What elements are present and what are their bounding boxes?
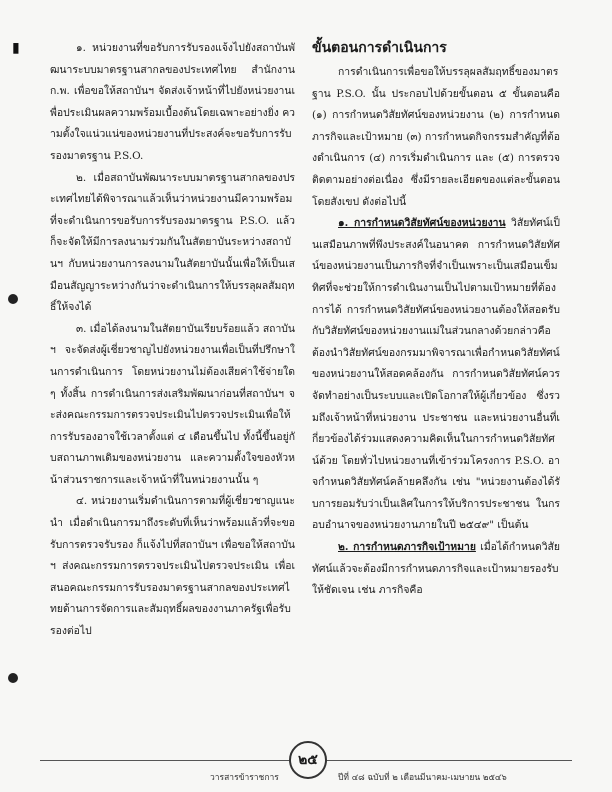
intro-paragraph: การดำเนินการเพื่อขอให้บรรลุผลสัมฤทธิ์ของมาตรฐาน P.S.O. นั้น ประกอบไปด้วยขั้นตอน ๕ ขั้นตอนคือ (๑) การกำหนดวิสัยทัศน์ของหน่วยงาน (๒) การกำหนดภารกิจและเป้าหมาย (๓) การกำหนดกิจกรรมสำคัญที่ต้องดำเนินการ (๔) การเริ่มดำเนินการ และ (๕) การตรวจติดตามอย่างต่อเนื่อง ซึ่งมีรายละเอียดของแต่ละขั้นตอนโดยสังเขป ดังต่อไปนี้ xyxy=(312,66,560,208)
item-2-heading: ๒. การกำหนดภารกิจเป้าหมาย xyxy=(338,541,476,554)
paragraph: ๓. เมื่อได้ลงนามในสัตยาบันเรียบร้อยแล้ว สถาบันฯ จะจัดส่งผู้เชี่ยวชาญไปยังหน่วยงานเพื่อเป็นที่ปรึกษาในการดำเนินการ โดยหน่วยงานไม่ต้องเสียค่าใช้จ่ายใด ๆ ทั้งสิ้น การดำเนินการส่งเสริมพัฒนาก่อนที่สถาบันฯ จะส่งคณะกรรมการตรวจประเมินไปตรวจประเมินเพื่อให้การรับรองอาจใช้เวลาตั้งแต่ ๔ เดือนขึ้นไป ทั้งนี้ขึ้นอยู่กับสถานภาพเดิมของหน่วยงาน และความตั้งใจของหัวหน้าส่วนราชการและเจ้าหน้าที่ในหน่วยงานนั้น ๆ xyxy=(50,322,295,486)
section-title: ขั้นตอนการดำเนินการ xyxy=(312,40,447,56)
journal-name: วารสารข้าราชการ xyxy=(210,773,279,783)
right-column xyxy=(312,38,560,602)
page-number: ๒๕ xyxy=(289,741,327,779)
left-column xyxy=(50,38,295,643)
binding-hole-mark xyxy=(8,294,18,304)
margin-ornament-icon: ▮ xyxy=(12,40,20,56)
item-2-body: เมื่อได้กำหนดวิสัยทัศน์แล้วจะต้องมีการกำหนดภารกิจและเป้าหมายรองรับให้ชัดเจน เช่น ภารกิจคือ xyxy=(312,541,560,597)
item-1-paragraph xyxy=(312,213,560,537)
binding-hole-mark xyxy=(8,673,18,683)
paragraph: ๒. เมื่อสถาบันพัฒนาระบบมาตรฐานสากลของประเทศไทยได้พิจารณาแล้วเห็นว่าหน่วยงานมีความพร้อมที่จะดำเนินการขอรับการรับรองมาตรฐาน P.S.O. แล้ว ก็จะจัดให้มีการลงนามร่วมกันในสัตยาบันระหว่างสถาบันฯ กับหน่วยงานการลงนามในสัตยาบันนั้นเพื่อให้เป็นเสมือนสัญญาระหว่างกันว่าจะดำเนินการให้บรรลุผลสัมฤทธิ์ให้จงได้ xyxy=(50,171,295,314)
issue-info: ปีที่ ๔๘ ฉบับที่ ๒ เดือนมีนาคม-เมษายน ๒๕๔๖ xyxy=(338,773,507,783)
item-1-body: วิสัยทัศน์เป็นเสมือนภาพที่พึงประสงค์ในอนาคต การกำหนดวิสัยทัศน์ของหน่วยงานเป็นภารกิจที่จำเป็นเพราะเป็นเสมือนเข็มทิศที่จะช่วยให้การดำเนินงานเป็นไปตามเป้าหมายที่ต้องการได้ การกำหนดวิสัยทัศน์ของหน่วยงานต้องให้สอดรับกับวิสัยทัศน์ของหน่วยงานแม่ในส่วนกลางด้วยกล่าวคือ ต้องนำวิสัยทัศน์ของกรมมาพิจารณาเพื่อกำหนดวิสัยทัศน์ของหน่วยงานให้สอดคล้องกัน การกำหนดวิสัยทัศน์ควรจัดทำอย่างเป็นระบบและเปิดโอกาสให้ผู้เกี่ยวข้อง ซึ่งรวมถึงเจ้าหน้าที่หน่วยงาน ประชาชน และหน่วยงานอื่นที่เกี่ยวข้องได้ร่วมแสดงความคิดเห็นในการกำหนดวิสัยทัศน์ด้วย โดยทั่วไปหน่วยงานที่เข้าร่วมโครงการ P.S.O. อาจกำหนดวิสัยทัศน์คล้ายคลึงกัน เช่น "หน่วยงานต้องได้รับการยอมรับว่าเป็นเลิศในการให้บริการประชาชน ในกรอบอำนาจของหน่วยงานภายในปี ๒๕๔๙" เป็นต้น xyxy=(312,217,560,532)
item-2-paragraph xyxy=(312,537,560,602)
paragraph: ๔. หน่วยงานเริ่มดำเนินการตามที่ผู้เชี่ยวชาญแนะนำ เมื่อดำเนินการมาถึงระดับที่เห็นว่าพร้อมแล้วที่จะขอรับการตรวจรับรอง ก็แจ้งไปที่สถาบันฯ เพื่อขอให้สถาบันฯ ส่งคณะกรรมการตรวจประเมินไปตรวจประเมิน เพื่อเสนอคณะกรรมการรับรองมาตรฐานสากลของประเทศไทยด้านการจัดการและสัมฤทธิ์ผลของงานภาครัฐเพื่อรับรองต่อไป xyxy=(50,495,295,638)
paragraph: ๑. หน่วยงานที่ขอรับการรับรองแจ้งไปยังสถาบันพัฒนาระบบมาตรฐานสากลของประเทศไทย สำนักงาน ก.พ. เพื่อขอให้สถาบันฯ จัดส่งเจ้าหน้าที่ไปยังหน่วยงานเพื่อประเมินผลความพร้อมเบื้องต้นโดยเฉพาะอย่างยิ่ง ความตั้งใจแน่วแน่ของหน่วยงานที่ประสงค์จะขอรับการรับรองมาตรฐาน P.S.O. xyxy=(50,42,295,162)
item-1-heading: ๑. การกำหนดวิสัยทัศน์ของหน่วยงาน xyxy=(338,217,506,230)
